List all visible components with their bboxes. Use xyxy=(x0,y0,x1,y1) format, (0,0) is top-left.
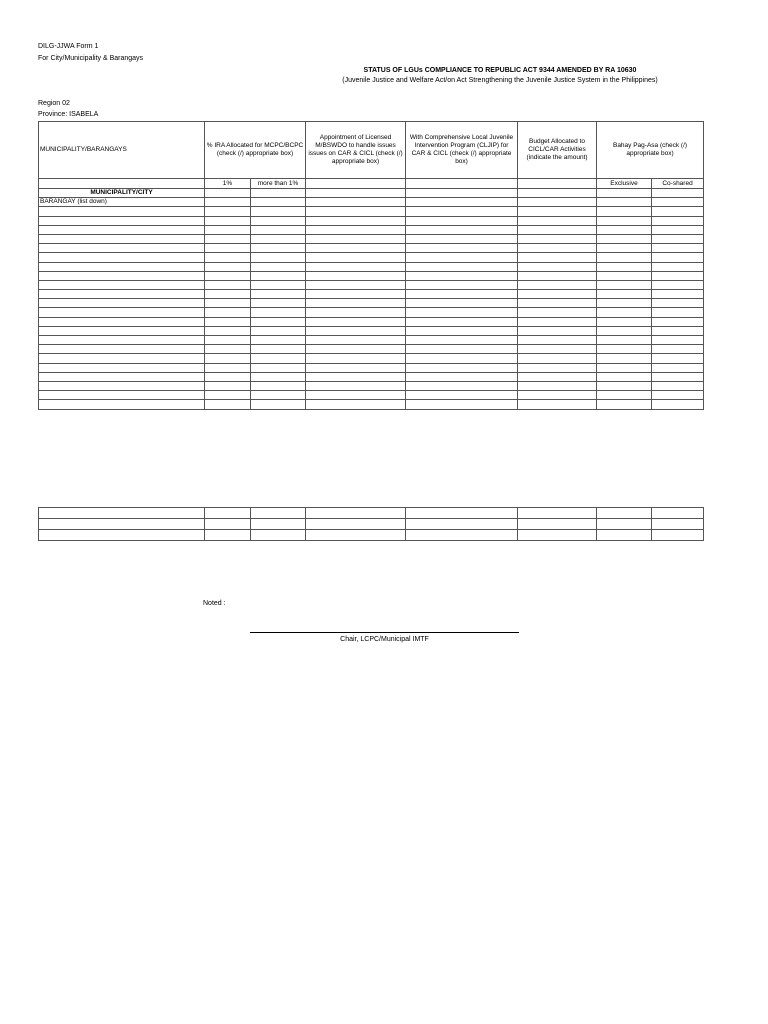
table-cell[interactable] xyxy=(518,336,597,345)
table-cell[interactable] xyxy=(39,508,205,519)
table-cell[interactable] xyxy=(39,271,205,280)
table-row xyxy=(39,519,704,530)
table-cell[interactable] xyxy=(205,308,251,317)
table-cell[interactable] xyxy=(251,326,306,335)
table-cell[interactable] xyxy=(518,326,597,335)
table-cell[interactable] xyxy=(251,271,306,280)
table-cell[interactable] xyxy=(306,225,406,234)
table-cell[interactable] xyxy=(39,244,205,253)
table-cell[interactable] xyxy=(652,207,704,216)
table-cell[interactable] xyxy=(597,280,652,289)
subheader-more-than-1pct: more than 1% xyxy=(251,179,306,189)
table-cell[interactable] xyxy=(251,381,306,390)
table-cell[interactable] xyxy=(652,372,704,381)
table-cell[interactable] xyxy=(406,262,518,271)
table-cell[interactable] xyxy=(597,299,652,308)
table-cell[interactable] xyxy=(597,262,652,271)
table-cell[interactable] xyxy=(39,519,205,530)
table-cell[interactable] xyxy=(518,317,597,326)
table-cell[interactable] xyxy=(205,262,251,271)
table-cell[interactable] xyxy=(406,290,518,299)
table-cell[interactable] xyxy=(406,381,518,390)
table-cell[interactable] xyxy=(306,253,406,262)
table-cell[interactable] xyxy=(306,519,406,530)
table-cell[interactable] xyxy=(406,253,518,262)
table-cell[interactable] xyxy=(251,363,306,372)
table-row xyxy=(39,308,704,317)
table-cell[interactable] xyxy=(518,271,597,280)
table-cell[interactable] xyxy=(306,299,406,308)
table-cell[interactable] xyxy=(306,280,406,289)
table-cell[interactable] xyxy=(597,216,652,225)
table-cell[interactable] xyxy=(406,363,518,372)
table-cell[interactable] xyxy=(306,508,406,519)
table-cell[interactable] xyxy=(406,216,518,225)
table-cell[interactable] xyxy=(251,207,306,216)
table-cell[interactable] xyxy=(306,400,406,409)
table-cell[interactable] xyxy=(652,326,704,335)
table-cell[interactable] xyxy=(406,519,518,530)
table-cell[interactable] xyxy=(39,372,205,381)
table-cell[interactable] xyxy=(597,336,652,345)
table-header-row xyxy=(39,122,704,179)
table-cell[interactable] xyxy=(518,400,597,409)
table-cell[interactable] xyxy=(306,271,406,280)
table-cell[interactable] xyxy=(39,345,205,354)
table-cell[interactable] xyxy=(518,244,597,253)
table-cell[interactable] xyxy=(518,280,597,289)
summary-table xyxy=(38,507,704,541)
barangay-list-label: BARANGAY (list down) xyxy=(39,198,205,207)
table-cell[interactable] xyxy=(306,530,406,541)
table-cell[interactable] xyxy=(652,308,704,317)
table-cell[interactable] xyxy=(597,225,652,234)
subheader-1pct: 1% xyxy=(205,179,251,189)
table-cell[interactable] xyxy=(597,354,652,363)
table-cell[interactable] xyxy=(39,225,205,234)
table-cell[interactable] xyxy=(518,262,597,271)
table-cell[interactable] xyxy=(597,519,652,530)
table-row xyxy=(39,372,704,381)
table-cell[interactable] xyxy=(518,363,597,372)
table-cell[interactable] xyxy=(406,530,518,541)
table-row xyxy=(39,336,704,345)
table-row xyxy=(39,216,704,225)
table-cell[interactable] xyxy=(251,530,306,541)
table-row xyxy=(39,363,704,372)
table-cell[interactable] xyxy=(39,530,205,541)
table-cell[interactable] xyxy=(652,381,704,390)
table-row xyxy=(39,530,704,541)
table-cell[interactable] xyxy=(205,280,251,289)
header-budget: Budget Allocated to CICL/CAR Activities (indicate the amount) xyxy=(518,122,597,179)
table-cell[interactable] xyxy=(251,299,306,308)
table-cell[interactable] xyxy=(39,336,205,345)
table-cell[interactable] xyxy=(39,262,205,271)
table-row xyxy=(39,345,704,354)
table-cell[interactable] xyxy=(205,244,251,253)
table-row xyxy=(39,271,704,280)
signatory-role: Chair, LCPC/Municipal IMTF xyxy=(340,636,429,643)
table-cell[interactable] xyxy=(518,372,597,381)
table-cell[interactable] xyxy=(39,207,205,216)
table-cell[interactable] xyxy=(518,234,597,243)
table-cell[interactable] xyxy=(251,280,306,289)
table-row xyxy=(39,317,704,326)
table-cell[interactable] xyxy=(518,299,597,308)
table-row xyxy=(39,253,704,262)
table-cell[interactable] xyxy=(39,317,205,326)
table-cell[interactable] xyxy=(597,308,652,317)
table-cell[interactable] xyxy=(39,354,205,363)
table-cell[interactable] xyxy=(205,363,251,372)
table-cell[interactable] xyxy=(406,508,518,519)
table-cell[interactable] xyxy=(652,280,704,289)
table-cell[interactable] xyxy=(518,345,597,354)
table-cell[interactable] xyxy=(205,271,251,280)
table-cell[interactable] xyxy=(406,244,518,253)
table-cell[interactable] xyxy=(518,308,597,317)
table-cell[interactable] xyxy=(205,508,251,519)
table-cell[interactable] xyxy=(39,391,205,400)
table-cell[interactable] xyxy=(39,216,205,225)
table-cell[interactable] xyxy=(251,336,306,345)
subheader-co-shared: Co-shared xyxy=(652,179,704,189)
table-cell[interactable] xyxy=(406,354,518,363)
table-cell[interactable] xyxy=(251,508,306,519)
table-cell[interactable] xyxy=(205,519,251,530)
table-cell[interactable] xyxy=(251,253,306,262)
table-cell[interactable] xyxy=(306,290,406,299)
table-cell[interactable] xyxy=(652,336,704,345)
table-cell[interactable] xyxy=(251,262,306,271)
table-cell[interactable] xyxy=(306,345,406,354)
table-cell[interactable] xyxy=(306,391,406,400)
table-cell[interactable] xyxy=(306,354,406,363)
document-subtitle: (Juvenile Justice and Welfare Act/on Act Strengthening the Juvenile Justice System in the Philippines) xyxy=(342,77,658,84)
table-cell[interactable] xyxy=(306,381,406,390)
table-cell[interactable] xyxy=(406,391,518,400)
table-row xyxy=(39,508,704,519)
table-cell[interactable] xyxy=(205,207,251,216)
header-ira-allocated: % IRA Allocated for MCPC/BCPC (check (/) appropriate box) xyxy=(205,122,306,179)
table-cell[interactable] xyxy=(205,253,251,262)
form-for: For City/Municipality & Barangays xyxy=(38,55,144,62)
table-cell[interactable] xyxy=(306,326,406,335)
table-cell[interactable] xyxy=(597,317,652,326)
table-cell[interactable] xyxy=(597,207,652,216)
table-cell[interactable] xyxy=(251,519,306,530)
table-cell[interactable] xyxy=(406,317,518,326)
table-cell[interactable] xyxy=(652,216,704,225)
table-cell[interactable] xyxy=(306,363,406,372)
form-number: DILG-JJWA Form 1 xyxy=(38,43,99,50)
table-cell[interactable] xyxy=(518,253,597,262)
table-cell[interactable] xyxy=(406,326,518,335)
table-subheader-row xyxy=(39,179,704,189)
table-cell[interactable] xyxy=(518,519,597,530)
table-row xyxy=(39,207,704,216)
table-cell[interactable] xyxy=(652,271,704,280)
table-cell[interactable] xyxy=(406,400,518,409)
table-cell[interactable] xyxy=(652,262,704,271)
table-cell[interactable] xyxy=(597,381,652,390)
table-cell[interactable] xyxy=(205,400,251,409)
table-cell[interactable] xyxy=(306,234,406,243)
table-cell[interactable] xyxy=(406,234,518,243)
table-cell[interactable] xyxy=(597,326,652,335)
header-bahay-pag-asa: Bahay Pag-Asa (check (/) appropriate box) xyxy=(597,122,704,179)
table-cell[interactable] xyxy=(406,345,518,354)
table-cell[interactable] xyxy=(205,530,251,541)
table-cell[interactable] xyxy=(251,317,306,326)
table-row xyxy=(39,234,704,243)
table-cell[interactable] xyxy=(306,244,406,253)
table-cell[interactable] xyxy=(518,530,597,541)
table-cell[interactable] xyxy=(406,225,518,234)
table-cell[interactable] xyxy=(597,271,652,280)
subheader-exclusive: Exclusive xyxy=(597,179,652,189)
table-cell[interactable] xyxy=(205,225,251,234)
table-cell[interactable] xyxy=(597,290,652,299)
table-cell[interactable] xyxy=(406,308,518,317)
table-row xyxy=(39,290,704,299)
table-cell[interactable] xyxy=(39,308,205,317)
table-cell[interactable] xyxy=(597,244,652,253)
table-cell[interactable] xyxy=(251,400,306,409)
table-cell[interactable] xyxy=(306,372,406,381)
table-cell[interactable] xyxy=(306,262,406,271)
table-row xyxy=(39,354,704,363)
table-cell[interactable] xyxy=(597,345,652,354)
table-cell[interactable] xyxy=(251,391,306,400)
table-cell[interactable] xyxy=(652,363,704,372)
table-row xyxy=(39,280,704,289)
table-cell[interactable] xyxy=(205,234,251,243)
table-cell[interactable] xyxy=(39,363,205,372)
table-cell[interactable] xyxy=(39,234,205,243)
table-row xyxy=(39,326,704,335)
table-row xyxy=(39,400,704,409)
table-cell[interactable] xyxy=(518,354,597,363)
table-cell[interactable] xyxy=(205,317,251,326)
table-cell[interactable] xyxy=(597,530,652,541)
table-row xyxy=(39,244,704,253)
table-cell[interactable] xyxy=(652,508,704,519)
table-cell[interactable] xyxy=(205,299,251,308)
table-cell[interactable] xyxy=(518,216,597,225)
table-cell[interactable] xyxy=(406,336,518,345)
table-cell[interactable] xyxy=(205,381,251,390)
table-cell[interactable] xyxy=(251,244,306,253)
table-cell[interactable] xyxy=(39,299,205,308)
table-cell[interactable] xyxy=(39,280,205,289)
table-cell[interactable] xyxy=(205,216,251,225)
table-row xyxy=(39,189,704,198)
noted-label: Noted : xyxy=(203,600,226,607)
table-cell[interactable] xyxy=(652,354,704,363)
table-cell[interactable] xyxy=(39,290,205,299)
header-municipality-barangays: MUNICIPALITY/BARANGAYS xyxy=(39,122,205,179)
table-cell[interactable] xyxy=(251,372,306,381)
table-cell[interactable] xyxy=(39,326,205,335)
table-cell[interactable] xyxy=(518,225,597,234)
table-cell[interactable] xyxy=(306,317,406,326)
table-cell[interactable] xyxy=(597,363,652,372)
table-cell[interactable] xyxy=(652,519,704,530)
table-cell[interactable] xyxy=(251,216,306,225)
table-cell[interactable] xyxy=(652,345,704,354)
table-cell[interactable] xyxy=(205,290,251,299)
table-cell[interactable] xyxy=(597,372,652,381)
table-cell[interactable] xyxy=(652,244,704,253)
table-cell[interactable] xyxy=(652,225,704,234)
table-cell[interactable] xyxy=(652,234,704,243)
table-cell[interactable] xyxy=(251,308,306,317)
table-cell[interactable] xyxy=(597,391,652,400)
region-label: Region 02 xyxy=(38,100,70,107)
municipality-city-label: MUNICIPALITY/CITY xyxy=(39,189,205,198)
table-cell[interactable] xyxy=(251,290,306,299)
table-cell[interactable] xyxy=(406,299,518,308)
table-cell[interactable] xyxy=(597,400,652,409)
table-cell[interactable] xyxy=(251,345,306,354)
table-cell[interactable] xyxy=(518,391,597,400)
table-cell[interactable] xyxy=(652,391,704,400)
table-cell[interactable] xyxy=(652,400,704,409)
table-cell[interactable] xyxy=(205,345,251,354)
table-cell[interactable] xyxy=(251,234,306,243)
table-row xyxy=(39,299,704,308)
table-cell[interactable] xyxy=(597,253,652,262)
table-cell[interactable] xyxy=(205,336,251,345)
table-cell[interactable] xyxy=(406,280,518,289)
table-cell[interactable] xyxy=(306,216,406,225)
document-title: STATUS OF LGUs COMPLIANCE TO REPUBLIC ACT 9344 AMENDED BY RA 10630 xyxy=(363,67,637,74)
header-appointment: Appointment of Licensed M/BSWDO to handle issues issues on CAR & CICL (check (/) appropriate box) xyxy=(306,122,406,179)
table-cell[interactable] xyxy=(518,207,597,216)
table-cell[interactable] xyxy=(306,308,406,317)
header-cljip: With Comprehensive Local Juvenile Intervention Program (CLJIP) for CAR & CICL (check (/) appropriate box) xyxy=(406,122,518,179)
table-cell[interactable] xyxy=(251,225,306,234)
table-cell[interactable] xyxy=(39,400,205,409)
table-cell[interactable] xyxy=(205,354,251,363)
table-cell[interactable] xyxy=(39,381,205,390)
table-cell[interactable] xyxy=(306,207,406,216)
table-cell[interactable] xyxy=(39,253,205,262)
table-row xyxy=(39,381,704,390)
table-cell[interactable] xyxy=(251,354,306,363)
table-cell[interactable] xyxy=(205,372,251,381)
table-cell[interactable] xyxy=(518,508,597,519)
table-cell[interactable] xyxy=(205,391,251,400)
table-cell[interactable] xyxy=(306,336,406,345)
compliance-table xyxy=(38,121,704,410)
table-cell[interactable] xyxy=(652,299,704,308)
table-cell[interactable] xyxy=(518,381,597,390)
table-cell[interactable] xyxy=(406,271,518,280)
table-cell[interactable] xyxy=(652,253,704,262)
table-row xyxy=(39,225,704,234)
table-cell[interactable] xyxy=(597,508,652,519)
signature-line xyxy=(250,632,519,633)
province-label: Province: ISABELA xyxy=(38,111,99,118)
table-cell[interactable] xyxy=(205,326,251,335)
table-cell[interactable] xyxy=(652,530,704,541)
table-cell[interactable] xyxy=(406,207,518,216)
table-cell[interactable] xyxy=(406,372,518,381)
table-row xyxy=(39,198,704,207)
table-cell[interactable] xyxy=(597,234,652,243)
table-cell[interactable] xyxy=(518,290,597,299)
table-row xyxy=(39,391,704,400)
table-cell[interactable] xyxy=(652,290,704,299)
table-row xyxy=(39,262,704,271)
table-cell[interactable] xyxy=(652,317,704,326)
